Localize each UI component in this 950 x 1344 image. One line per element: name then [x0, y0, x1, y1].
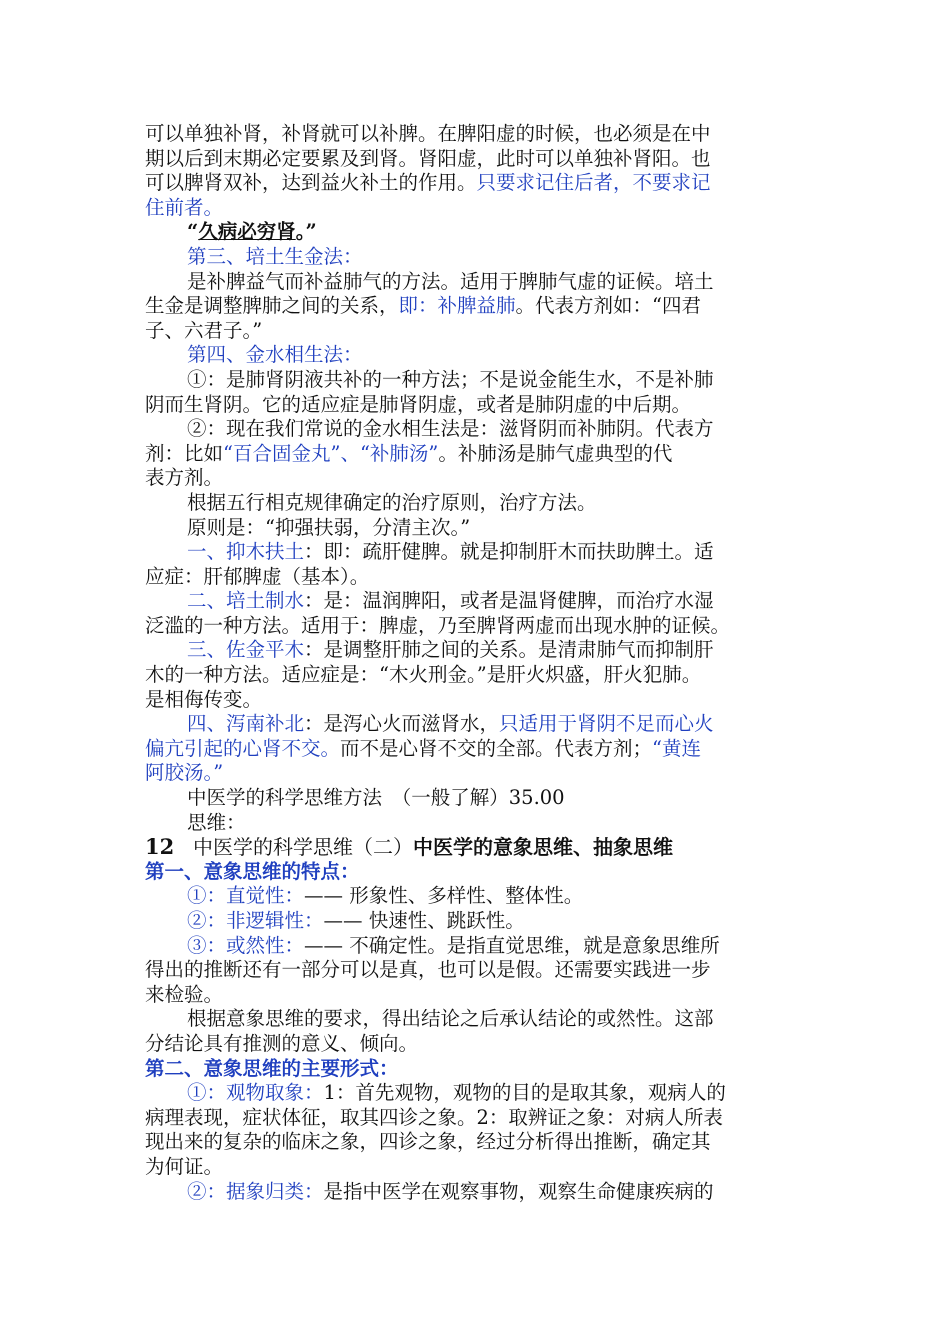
- text-line: 得出的推断还有一部分可以是真，也可以是假。还需要实践进一步: [145, 958, 711, 982]
- highlight-note: 只要求记住后者，不要求记: [476, 171, 711, 195]
- quote-heading: “久病必穷肾。”: [187, 220, 317, 244]
- section-heading: 第一、意象思维的特点：: [145, 859, 360, 883]
- text-line: 生金是调整脾肺之间的关系，即：补脾益肺。代表方剂如：“四君: [145, 294, 702, 318]
- text-line: 是补脾益气而补益肺气的方法。适用于脾肺气虚的证候。培土: [187, 269, 714, 293]
- text-line: 住前者。: [145, 195, 224, 219]
- text-line: 子、六君子。”: [145, 318, 263, 342]
- text-line: 木的一种方法。适应症是：“木火刑金。”是肝火炽盛，肝火犯肺。: [145, 663, 702, 687]
- text-line: 剂：比如“百合固金丸”、“补肺汤”。补肺汤是肺气虚典型的代: [145, 441, 673, 465]
- text-line: 根据意象思维的要求，得出结论之后承认结论的或然性。这部: [187, 1007, 714, 1031]
- text-line: 四、泻南补北：是泻心火而滋肾水，只适用于肾阴不足而心火: [187, 712, 714, 736]
- text-line: ②：非逻辑性：—— 快速性、跳跃性。: [187, 909, 525, 932]
- chapter-heading: 12 中医学的科学思维（二）中医学的意象思维、抽象思维: [145, 834, 673, 860]
- text-line: 病理表现，症状体征，取其四诊之象。2：取辨证之象：对病人所表: [145, 1105, 723, 1129]
- section-heading: 第四、金水相生法：: [187, 343, 363, 367]
- text-line: 偏亢引起的心肾不交。而不是心肾不交的全部。代表方剂；“黄连: [145, 736, 702, 760]
- text-line: 泛滥的一种方法。适用于：脾虚，乃至脾肾两虚而出现水肿的证候。: [145, 613, 731, 637]
- text-line: ①：是肺肾阴液共补的一种方法；不是说金能生水，不是补肺: [187, 367, 714, 391]
- chapter-number: 12: [145, 834, 175, 860]
- text-line: 阴而生肾阴。它的适应症是肺肾阴虚，或者是肺阴虚的中后期。: [145, 392, 692, 416]
- text-line: 二、培土制水：是：温润脾阳，或者是温肾健脾，而治疗水湿: [187, 589, 714, 613]
- text-line: ①：直觉性：—— 形象性、多样性、整体性。: [187, 884, 584, 908]
- text-line: 是相侮传变。: [145, 687, 263, 711]
- text-line: 原则是：“抑强扶弱，分清主次。”: [187, 515, 471, 539]
- text-line: 根据五行相克规律确定的治疗原则，治疗方法。: [187, 490, 597, 514]
- text-line: 三、佐金平木：是调整肝肺之间的关系。是清肃肺气而抑制肝: [187, 638, 714, 662]
- text-line: 思维：: [187, 810, 246, 834]
- text-line: 现出来的复杂的临床之象，四诊之象，经过分析得出推断，确定其: [145, 1130, 711, 1154]
- text-line: 为何证。: [145, 1154, 224, 1178]
- text-line: 分结论具有推测的意义、倾向。: [145, 1031, 419, 1055]
- text-line: ②：据象归类：是指中医学在观察事物，观察生命健康疾病的: [187, 1179, 714, 1203]
- text-line: 可以单独补肾，补肾就可以补脾。在脾阳虚的时候，也必须是在中: [145, 122, 711, 145]
- text-line: ②：现在我们常说的金水相生法是：滋肾阴而补肺阴。代表方: [187, 417, 714, 441]
- text-line: 阿胶汤。”: [145, 761, 224, 785]
- text-line: ①：观物取象：1：首先观物，观物的目的是取其象，观病人的: [187, 1081, 726, 1105]
- text-line: 一、抑木扶土：即：疏肝健脾。就是抑制肝木而扶助脾土。适: [187, 540, 714, 564]
- text-line: 应症：肝郁脾虚（基本）。: [145, 564, 370, 588]
- text-line: 中医学的科学思维方法 （一般了解）35.00: [187, 786, 565, 810]
- text-line: 可以脾肾双补，达到益火补土的作用。只要求记住后者，不要求记: [145, 171, 711, 195]
- text-line: 期以后到末期必定要累及到肾。肾阳虚，此时可以单独补肾阳。也: [145, 146, 711, 170]
- text-line: ③：或然性：—— 不确定性。是指直觉思维，就是意象思维所: [187, 933, 720, 957]
- section-heading: 第三、培土生金法：: [187, 244, 363, 268]
- section-heading: 第二、意象思维的主要形式：: [145, 1056, 399, 1080]
- text-line: 来检验。: [145, 982, 224, 1006]
- document-page: [145, 122, 807, 1204]
- text-line: 表方剂。: [145, 466, 224, 490]
